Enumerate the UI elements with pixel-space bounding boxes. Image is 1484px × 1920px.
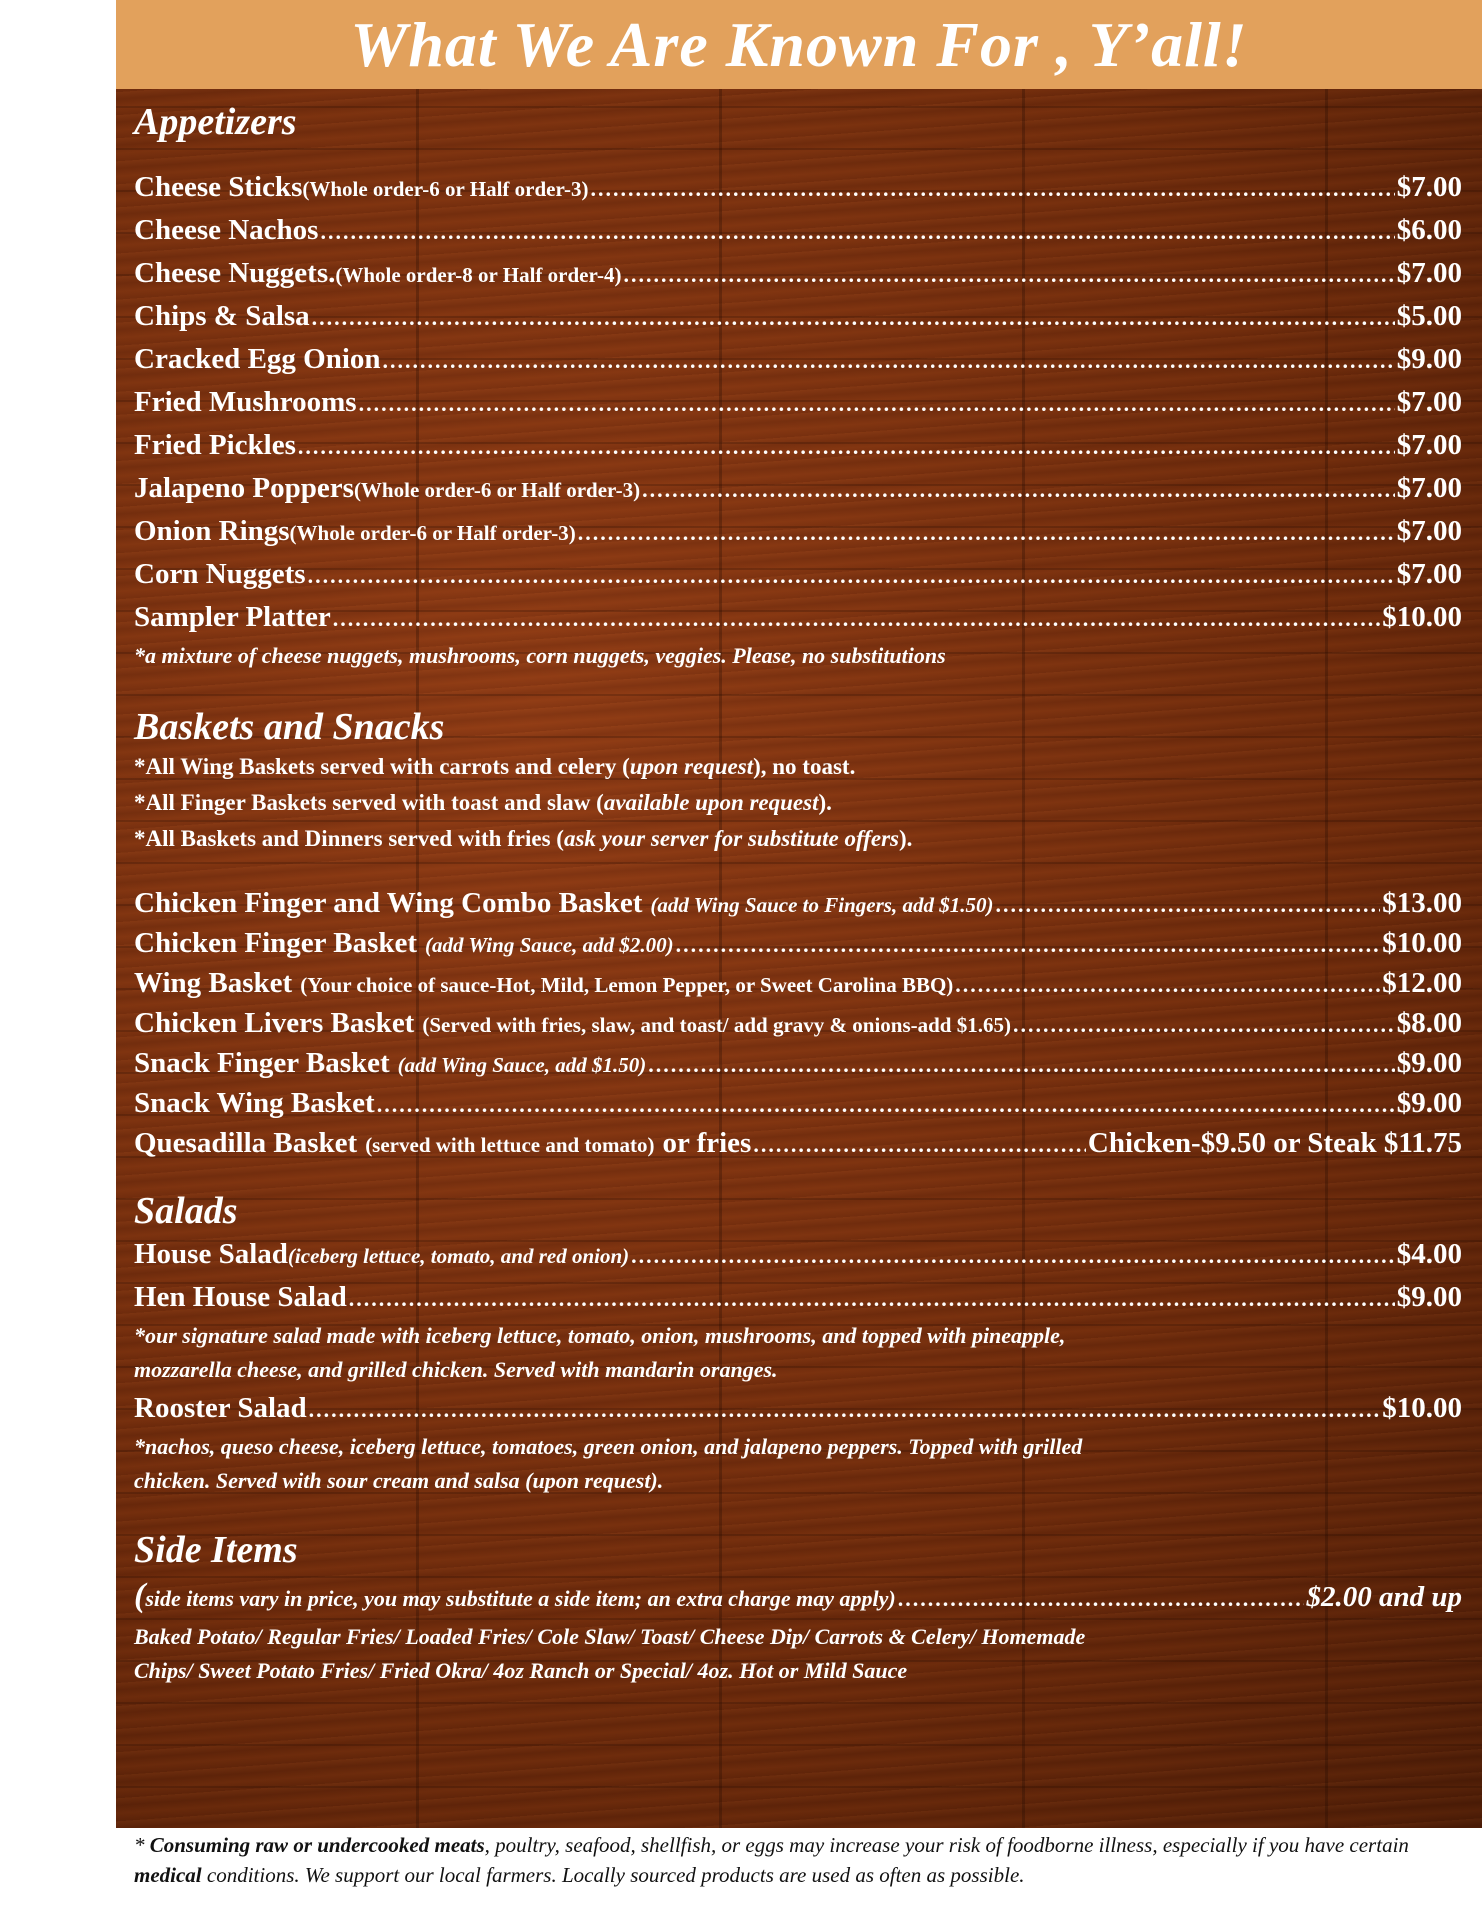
- item-price: $12.00: [1382, 967, 1462, 999]
- item-name: Cheese Sticks: [134, 171, 303, 203]
- menu-item: [134, 923, 1462, 963]
- item-detail: (add Wing Sauce to Fingers, add $1.50): [650, 893, 994, 917]
- item-name: Chips & Salsa: [134, 300, 310, 332]
- item-name: Jalapeno Poppers: [134, 472, 354, 504]
- item-name: Onion Rings: [134, 515, 290, 547]
- item-price: $13.00: [1382, 887, 1462, 919]
- footer-bold-warning: Consuming raw or undercooked meats: [149, 1833, 485, 1857]
- basket-notes: [134, 749, 1462, 857]
- menu-item: [134, 381, 1462, 424]
- dot-leader: [631, 1234, 1395, 1276]
- item-detail: (add Wing Sauce, add $2.00): [425, 933, 674, 957]
- item-name: Chicken Finger and Wing Combo Basket: [134, 887, 643, 919]
- item-price: $7.00: [1396, 257, 1462, 289]
- item-price: $9.00: [1396, 1087, 1462, 1119]
- note-text: ).: [818, 790, 832, 815]
- item-detail: (Whole order-8 or Half order-4): [335, 263, 622, 287]
- item-detail: (served with lettuce and tomato): [365, 1133, 655, 1157]
- side-items-description: side items vary in price, you may substitute a side item; an extra charge may apply): [145, 1586, 896, 1611]
- item-detail: (Whole order-6 or Half order-3): [353, 478, 641, 502]
- dot-leader: [359, 382, 1395, 424]
- note-emphasis: upon request: [629, 754, 754, 779]
- item-price: $4.00: [1396, 1238, 1462, 1270]
- item-detail: (iceberg lettuce, tomato, and red onion): [287, 1244, 630, 1268]
- basket-list: [134, 883, 1462, 1163]
- dot-leader: [676, 925, 1381, 963]
- note-text: *All Wing Baskets served with carrots and celery (: [134, 754, 630, 779]
- dot-leader: [578, 511, 1395, 553]
- menu-item-house-salad: [134, 1233, 1462, 1276]
- intro-paren: (: [134, 1577, 146, 1614]
- dot-leader: [349, 1277, 1395, 1319]
- item-price: $10.00: [1382, 927, 1462, 959]
- hen-house-note-line-2: mozzarella cheese, and grilled chicken. Served with mandarin oranges.: [134, 1357, 778, 1382]
- dot-leader: [320, 210, 1394, 252]
- item-price: $7.00: [1396, 558, 1462, 590]
- menu-item: [134, 1043, 1462, 1083]
- basket-note: [134, 785, 1462, 821]
- rooster-note-line-2: chicken. Served with sour cream and salsa (upon request).: [134, 1468, 664, 1493]
- menu-item: [134, 209, 1462, 252]
- dot-leader: [1013, 1005, 1395, 1043]
- menu-title: What We Are Known For , Y’all!: [350, 8, 1248, 80]
- dot-leader: [591, 167, 1395, 209]
- item-name: Quesadilla Basket: [134, 1127, 358, 1159]
- item-name: Cheese Nachos: [134, 214, 319, 246]
- item-price: $10.00: [1382, 601, 1462, 633]
- dot-leader: [995, 885, 1380, 923]
- section-title-baskets: Baskets and Snacks: [134, 706, 445, 748]
- section-title-sides: Side Items: [134, 1529, 298, 1571]
- menu-item: [134, 883, 1462, 923]
- menu-item: [134, 424, 1462, 467]
- item-name: Cheese Nuggets.: [134, 257, 336, 289]
- item-price: $7.00: [1396, 472, 1462, 504]
- note-text: *All Baskets and Dinners served with fries (: [134, 826, 564, 851]
- menu-item: [134, 1003, 1462, 1043]
- item-price: $7.00: [1396, 386, 1462, 418]
- footer-star: *: [134, 1833, 150, 1857]
- menu-item: [134, 1083, 1462, 1123]
- item-price: $7.00: [1396, 429, 1462, 461]
- menu-item: [134, 295, 1462, 338]
- item-name: Fried Mushrooms: [134, 386, 357, 418]
- item-price: $9.00: [1396, 343, 1462, 375]
- menu-board: [116, 0, 1482, 1828]
- dot-leader: [955, 965, 1380, 1003]
- appetizer-note: *a mixture of cheese nuggets, mushrooms, corn nuggets, veggies. Please, no substitutions: [134, 643, 946, 668]
- menu-item: [134, 553, 1462, 596]
- basket-note: [134, 749, 1462, 785]
- item-name: Cracked Egg Onion: [134, 343, 381, 375]
- note-emphasis: ask your server for substitute offers: [563, 826, 899, 851]
- item-extra: or fries: [662, 1127, 752, 1159]
- dot-leader: [624, 253, 1395, 295]
- menu-item: [134, 338, 1462, 381]
- item-name: Corn Nuggets: [134, 558, 306, 590]
- item-name: Chicken Finger Basket: [134, 927, 418, 959]
- dot-leader: [312, 296, 1395, 338]
- menu-item-rooster-salad: [134, 1387, 1462, 1430]
- item-price: $7.00: [1396, 171, 1462, 203]
- hen-house-note-line-1: *our signature salad made with iceberg lettuce, tomato, onion, mushrooms, and topped with pineapple,: [134, 1323, 1066, 1348]
- menu-item: [134, 166, 1462, 209]
- dot-leader: [333, 597, 1380, 639]
- dot-leader: [309, 1388, 1381, 1430]
- item-name: Fried Pickles: [134, 429, 296, 461]
- section-title-appetizers: Appetizers: [134, 101, 297, 143]
- side-items-price: $2.00 and up: [1306, 1581, 1462, 1613]
- dot-leader: [383, 339, 1395, 381]
- item-detail: (Whole order-6 or Half order-3): [289, 521, 576, 545]
- note-text: ), no toast.: [753, 754, 856, 779]
- footer-text-2: conditions. We support our local farmers. Locally sourced products are used as often as possible.: [201, 1863, 1025, 1887]
- item-detail: (Your choice of sauce-Hot, Mild, Lemon Pepper, or Sweet Carolina BBQ): [300, 973, 954, 997]
- footer-disclaimer: [134, 1830, 1464, 1890]
- item-price: $7.00: [1396, 515, 1462, 547]
- menu-item: [134, 510, 1462, 553]
- footer-text-1: , poultry, seafood, shellfish, or eggs may increase your risk of foodborne illness, especially if you have certain: [484, 1833, 1409, 1857]
- menu-content: [134, 100, 1462, 1688]
- dot-leader: [898, 1575, 1305, 1620]
- side-items-intro: [134, 1572, 1462, 1620]
- appetizer-list: [134, 166, 1462, 639]
- item-name: Sampler Platter: [134, 601, 331, 633]
- item-name: Chicken Livers Basket: [134, 1007, 415, 1039]
- side-list-line-2: Chips/ Sweet Potato Fries/ Fried Okra/ 4oz Ranch or Special/ 4oz. Hot or Mild Sauce: [134, 1658, 908, 1683]
- dot-leader: [298, 425, 1395, 467]
- section-title-salads: Salads: [134, 1190, 238, 1232]
- dot-leader: [308, 554, 1395, 596]
- menu-item: [134, 252, 1462, 295]
- item-name: House Salad: [134, 1238, 288, 1270]
- dot-leader: [377, 1085, 1395, 1123]
- item-price: $5.00: [1396, 300, 1462, 332]
- basket-note: [134, 821, 1462, 857]
- footer-bold-medical: medical: [134, 1863, 202, 1887]
- item-name: Wing Basket: [134, 967, 293, 999]
- item-name: Hen House Salad: [134, 1281, 347, 1313]
- item-detail: (Served with fries, slaw, and toast/ add gravy & onions-add $1.65): [422, 1013, 1011, 1037]
- item-name: Rooster Salad: [134, 1392, 307, 1424]
- item-price: $8.00: [1396, 1007, 1462, 1039]
- item-price: $10.00: [1382, 1392, 1462, 1424]
- menu-item-hen-house-salad: [134, 1276, 1462, 1319]
- menu-item: [134, 1123, 1462, 1163]
- header-band: [116, 0, 1482, 89]
- item-price: $6.00: [1396, 214, 1462, 246]
- dot-leader: [642, 468, 1395, 510]
- item-detail: (Whole order-6 or Half order-3): [302, 177, 589, 201]
- item-name: Snack Finger Basket: [134, 1047, 390, 1079]
- item-name: Snack Wing Basket: [134, 1087, 375, 1119]
- item-price: $9.00: [1396, 1047, 1462, 1079]
- item-price: $9.00: [1396, 1281, 1462, 1313]
- note-text: ).: [899, 826, 913, 851]
- menu-item: [134, 963, 1462, 1003]
- note-emphasis: available upon request: [603, 790, 819, 815]
- side-list-line-1: Baked Potato/ Regular Fries/ Loaded Fries/ Cole Slaw/ Toast/ Cheese Dip/ Carrots & Celery/ Homemade: [134, 1624, 1086, 1649]
- item-price: Chicken-$9.50 or Steak $11.75: [1087, 1127, 1462, 1159]
- note-text: *All Finger Baskets served with toast and slaw (: [134, 790, 604, 815]
- dot-leader: [648, 1045, 1395, 1083]
- rooster-note-line-1: *nachos, queso cheese, iceberg lettuce, tomatoes, green onion, and jalapeno peppers. Topped with grilled: [134, 1434, 1083, 1459]
- menu-item: [134, 467, 1462, 510]
- item-detail: (add Wing Sauce, add $1.50): [397, 1053, 647, 1077]
- menu-item: [134, 596, 1462, 639]
- dot-leader: [753, 1125, 1086, 1163]
